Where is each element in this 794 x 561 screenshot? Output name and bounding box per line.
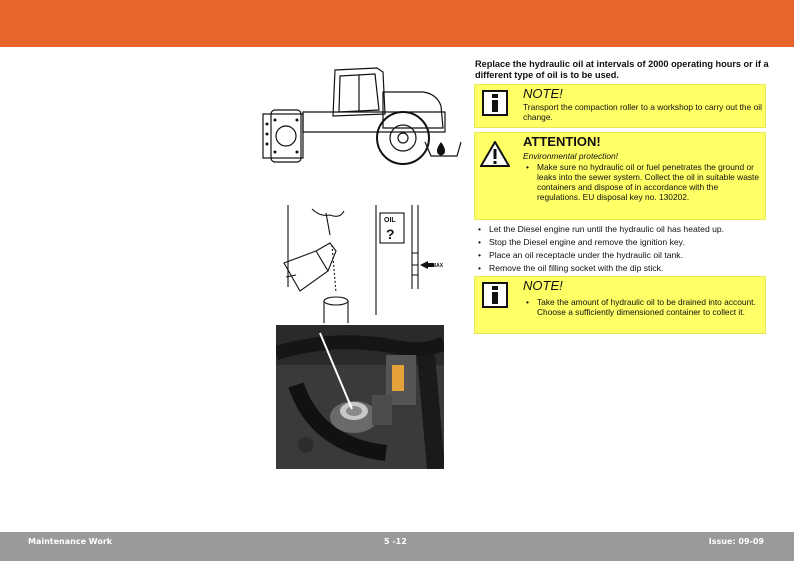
attention-title: ATTENTION! bbox=[523, 134, 601, 149]
header-bar bbox=[0, 0, 794, 47]
note-text: Transport the compaction roller to a workshop to carry out the oil change. bbox=[523, 102, 762, 122]
footer-issue: Issue: 09-09 bbox=[708, 537, 764, 546]
note-bullets bbox=[523, 297, 763, 317]
oil-filling-illustration bbox=[272, 205, 450, 325]
step-item: • Place an oil receptacle under the hydraulic oil tank. bbox=[475, 249, 775, 262]
roller-illustration bbox=[255, 62, 465, 167]
note-box-drain-amount bbox=[474, 276, 766, 334]
warning-triangle-icon bbox=[480, 141, 510, 167]
attention-subtitle: Environmental protection! bbox=[523, 151, 618, 161]
attention-bullets bbox=[523, 162, 763, 202]
footer-section: Maintenance Work bbox=[28, 537, 113, 546]
dipstick-max-label: MAX bbox=[432, 263, 444, 269]
procedure-steps bbox=[475, 223, 775, 275]
note-title: NOTE! bbox=[523, 278, 563, 293]
attention-box bbox=[474, 132, 766, 220]
dipstick-oil-label: OIL bbox=[384, 217, 396, 224]
info-icon bbox=[482, 90, 508, 116]
engine-photo bbox=[276, 325, 444, 469]
step-item: • Remove the oil filling socket with the dip stick. bbox=[475, 262, 775, 275]
footer-page-number: 5 -12 bbox=[384, 537, 407, 546]
dipstick-question-mark: ? bbox=[386, 226, 395, 242]
footer-bar bbox=[0, 532, 794, 561]
intro-text: Replace the hydraulic oil at intervals of 2000 operating hours or if a different type of oil is to be used. bbox=[475, 59, 769, 80]
step-item: • Stop the Diesel engine and remove the ignition key. bbox=[475, 236, 775, 249]
attention-bullet: • Make sure no hydraulic oil or fuel penetrates the ground or leaks into the sewer system. Collect the oil in suitable waste containers and dispose of in accordance with the regulations. EU disposal key no. 130202. bbox=[523, 162, 763, 202]
step-item: • Let the Diesel engine run until the hydraulic oil has heated up. bbox=[475, 223, 775, 236]
note-bullet: • Take the amount of hydraulic oil to be drained into account. Choose a sufficiently dimensioned container to collect it. bbox=[523, 297, 763, 317]
note-box-transport bbox=[474, 84, 766, 128]
note-title: NOTE! bbox=[523, 86, 563, 101]
info-icon bbox=[482, 282, 508, 308]
